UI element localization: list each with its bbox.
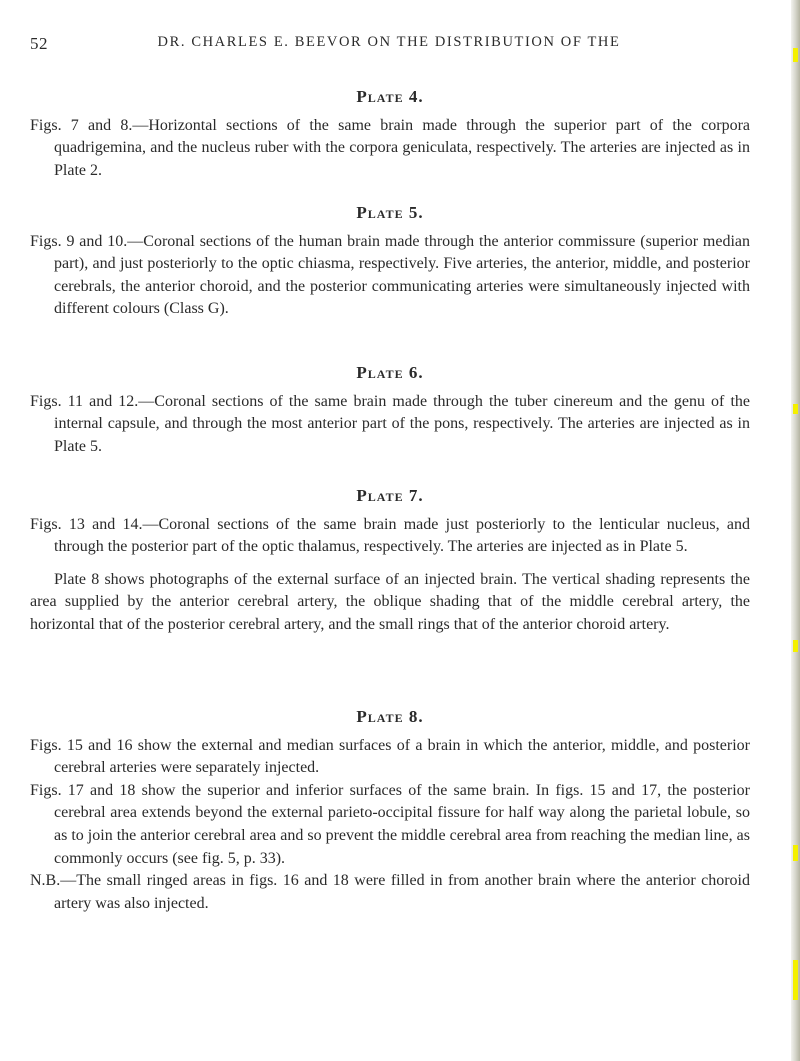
plate-heading: Plate 5. xyxy=(356,203,424,222)
plate-5-section xyxy=(30,202,750,321)
edge-highlight-mark xyxy=(793,960,798,1000)
figure-description: Figs. 13 and 14.—Coronal sections of the same brain made just posteriorly to the lenticular nucleus, and through the posterior part of the optic thalamus, respectively. The arteries are injected as in Plate 5. xyxy=(30,515,750,556)
plate-heading: Plate 8. xyxy=(356,707,424,726)
edge-highlight-mark xyxy=(793,640,798,652)
figure-description: Figs. 17 and 18 show the superior and inferior surfaces of the same brain. In figs. 15 and 17, the posterior cerebral area extends beyond the external parieto-occipital fissure for half way along the parietal lobule, so as to join the anterior cerebral area and so prevent the middle cerebral area from reaching the median line, as commonly occurs (see fig. 5, p. 33). xyxy=(30,781,750,867)
figure-description: Figs. 9 and 10.—Coronal sections of the human brain made through the anterior commissure (superior median part), and just posteriorly to the optic chiasma, respectively. Five arteries, the anterior, middle, and posterior cerebrals, the anterior choroid, and the posterior communicating arteries were simultaneously injected with different colours (Class G). xyxy=(30,232,750,318)
running-header xyxy=(30,34,748,56)
edge-highlight-mark xyxy=(793,48,798,62)
edge-highlight-mark xyxy=(793,845,798,861)
plate-8-section xyxy=(30,706,750,915)
figure-description: Figs. 11 and 12.—Coronal sections of the same brain made through the tuber cinereum and the genu of the internal capsule, and through the most anterior part of the pons, respectively. The arteries are injected as in Plate 5. xyxy=(30,392,750,455)
page-number: 52 xyxy=(30,34,48,53)
plate-6-section xyxy=(30,362,750,458)
plate-4-section xyxy=(30,86,750,182)
plate-heading: Plate 6. xyxy=(356,363,424,382)
page-edge xyxy=(791,0,800,1061)
plate-heading: Plate 7. xyxy=(356,486,424,505)
plate-7-section xyxy=(30,485,750,637)
plate-8-note: Plate 8 shows photographs of the external surface of an injected brain. The vertical shading represents the area supplied by the anterior cerebral artery, the oblique shading that of the middle cerebral artery, the horizontal that of the posterior cerebral artery, and the small rings that of the anterior choroid artery. xyxy=(30,570,750,633)
edge-highlight-mark xyxy=(793,404,798,414)
plate-heading: Plate 4. xyxy=(356,87,424,106)
figure-description: Figs. 15 and 16 show the external and median surfaces of a brain in which the anterior, middle, and posterior cerebral arteries were separately injected. xyxy=(30,736,750,777)
figure-description: Figs. 7 and 8.—Horizontal sections of the same brain made through the superior part of the corpora quadrigemina, and the nucleus ruber with the corpora geniculata, respectively. The arteries are injected as in Plate 2. xyxy=(30,116,750,179)
nb-note: N.B.—The small ringed areas in figs. 16 and 18 were filled in from another brain where the anterior choroid artery was also injected. xyxy=(30,872,750,912)
running-title: DR. CHARLES E. BEEVOR ON THE DISTRIBUTION OF THE xyxy=(157,34,621,50)
